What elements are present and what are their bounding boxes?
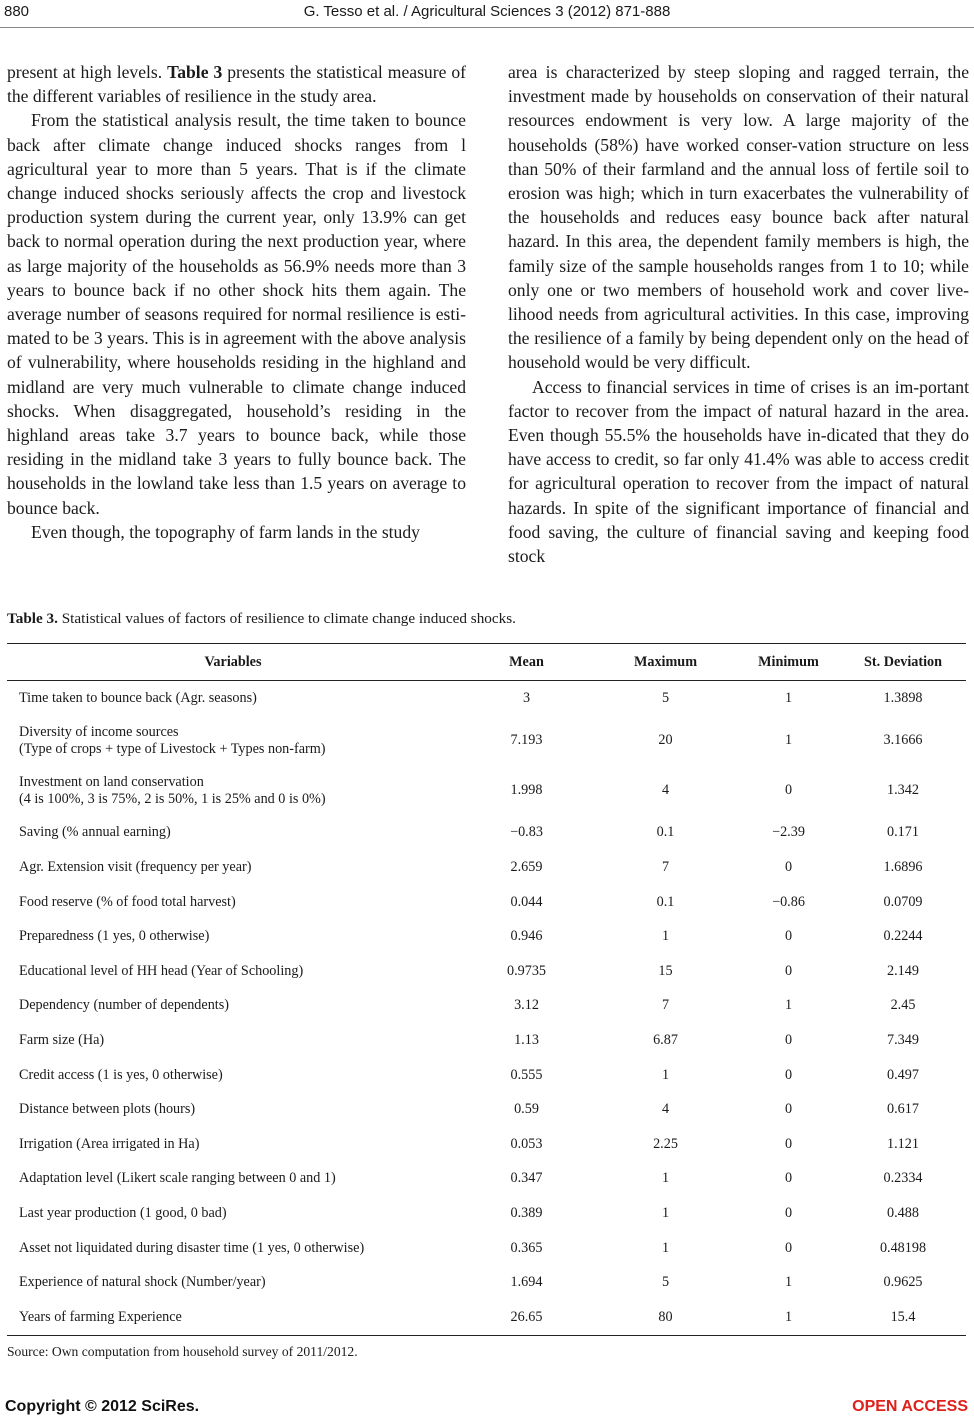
cell-variable xyxy=(7,1023,459,1058)
cell-variable xyxy=(7,1265,459,1300)
variable-name: Diversity of income sources xyxy=(19,723,179,740)
left-column xyxy=(7,60,466,544)
right-column xyxy=(508,60,969,568)
cell-mean: 1.998 xyxy=(510,782,543,799)
cell-maximum: 7 xyxy=(661,858,670,875)
table-row xyxy=(7,716,966,766)
cell-variable xyxy=(7,1127,459,1162)
left-paragraph-2: From the statistical analysis result, the time taken to bounce back after climate change induced shocks ranges from l agricultural year to more than 5 years. That is if the climate change induced shocks seriously affects the crop and livestock production system during the current year, only 13.9% can get back to normal operation during the next production year, where as large majority of the households as 56.9% needs more than 3 years to bounce back if no other shock hits them again. The average number of seasons required for normal resilience is esti-mated to be 3 years. This is in agreement with the above analysis of vulnerability, where households residing in the highland and midland are very much vulnerable to climate change induced shocks. When disaggregated, household’s residing in the highland areas take 3.7 years to bounce back, while those residing in the midland take 3 years to fully bounce back. The households in the lowland take less than 1.5 years on average to bounce back. xyxy=(7,110,466,518)
cell-maximum: 1 xyxy=(661,1066,670,1083)
variable-name: Preparedness (1 yes, 0 otherwise) xyxy=(19,928,210,945)
cell-variable xyxy=(7,1058,459,1093)
cell-st-deviation: 2.45 xyxy=(890,997,916,1014)
cell-maximum: 20 xyxy=(658,732,673,749)
table-source-note: Source: Own computation from household survey of 2011/2012. xyxy=(7,1344,358,1359)
cell-st-deviation: 2.149 xyxy=(887,962,919,979)
cell-st-deviation: 0.617 xyxy=(887,1101,919,1118)
table-row xyxy=(7,1162,966,1197)
page-number: 880 xyxy=(4,3,30,20)
cell-minimum: 0 xyxy=(784,928,793,945)
table-row xyxy=(7,1023,966,1058)
cell-variable xyxy=(7,919,459,954)
table-row xyxy=(7,954,966,989)
table-row xyxy=(7,885,966,920)
cell-variable xyxy=(7,766,459,816)
cell-variable xyxy=(7,1196,459,1231)
cell-minimum: 0 xyxy=(784,962,793,979)
table-caption xyxy=(7,610,967,628)
variable-name: Adaptation level (Likert scale ranging between 0 and 1) xyxy=(19,1170,336,1187)
header-maximum: Maximum xyxy=(594,644,737,681)
variable-name: Distance between plots (hours) xyxy=(19,1101,196,1118)
cell-minimum: 0 xyxy=(784,1066,793,1083)
cell-st-deviation: 0.488 xyxy=(887,1204,919,1221)
cell-maximum: 7 xyxy=(661,997,670,1014)
table-row xyxy=(7,850,966,885)
table-caption-label: Table 3. xyxy=(7,610,58,627)
cell-variable xyxy=(7,954,459,989)
cell-minimum: 1 xyxy=(737,1300,840,1335)
cell-st-deviation: 0.9625 xyxy=(883,1274,923,1291)
cell-maximum: 1 xyxy=(661,1170,670,1187)
variable-description: (4 is 100%, 3 is 75%, 2 is 50%, 1 is 25% and 0 is 0%) xyxy=(19,790,326,807)
cell-mean: 0.555 xyxy=(510,1066,543,1083)
cell-variable xyxy=(7,1231,459,1266)
cell-st-deviation: 0.2334 xyxy=(883,1170,923,1187)
variable-name: Saving (% annual earning) xyxy=(19,824,171,841)
table-row xyxy=(7,1058,966,1093)
cell-st-deviation: 0.48198 xyxy=(879,1239,927,1256)
cell-mean: 3 xyxy=(522,689,531,706)
cell-variable xyxy=(7,681,459,716)
cell-variable xyxy=(7,989,459,1024)
page-header xyxy=(0,0,974,26)
table-row xyxy=(7,1127,966,1162)
cell-mean: 0.9735 xyxy=(506,962,546,979)
header-variables: Variables xyxy=(7,644,459,681)
right-paragraph-1: area is characterized by steep sloping and ragged terrain, the investment made by households on conservation of their natural resources endowment is very low. A large majority of the households (58%) have worked conser-vation structure on less than 50% of their farmland and the annual loss of fertile soil to erosion was high; which in turn exacerbates the vulnerability of the households and reduces easy bounce back after natural hazard. In this area, the dependent family members is high, the family size of the sample households ranges from 1 to 10; while only one or two members of household work and cover live-lihood needs from agricultural activities. In this case, improving the resilience of a family by being dependent only on the head of household would be very difficult. xyxy=(508,62,969,373)
cell-minimum: 0 xyxy=(784,858,793,875)
header-st-deviation: St. Deviation xyxy=(840,644,966,681)
cell-mean: 0.389 xyxy=(510,1204,543,1221)
cell-variable xyxy=(7,850,459,885)
cell-minimum: 1 xyxy=(784,1274,793,1291)
page-footer xyxy=(0,1398,974,1418)
table-row xyxy=(7,681,966,716)
table-header-row xyxy=(7,644,966,681)
cell-minimum: −0.86 xyxy=(772,893,805,910)
cell-st-deviation: 0.2244 xyxy=(883,928,923,945)
table-row xyxy=(7,1092,966,1127)
cell-mean: 7.193 xyxy=(510,732,543,749)
cell-minimum: 0 xyxy=(784,1031,793,1048)
table-caption-text: Statistical values of factors of resilience to climate change induced shocks. xyxy=(57,610,516,627)
cell-maximum: 1 xyxy=(661,1204,670,1221)
cell-st-deviation: 0.497 xyxy=(887,1066,919,1083)
cell-mean: −0.83 xyxy=(510,824,543,841)
cell-variable xyxy=(7,816,459,851)
table-row xyxy=(7,766,966,816)
variable-name: Asset not liquidated during disaster time (1 yes, 0 otherwise) xyxy=(19,1239,365,1256)
resilience-table xyxy=(7,643,966,1336)
cell-mean: 2.659 xyxy=(510,858,543,875)
cell-minimum: 0 xyxy=(784,1170,793,1187)
table-row xyxy=(7,1196,966,1231)
cell-variable xyxy=(7,1300,459,1335)
variable-name: Last year production (1 good, 0 bad) xyxy=(19,1204,227,1221)
cell-mean: 26.65 xyxy=(459,1300,594,1335)
cell-minimum: 0 xyxy=(784,782,793,799)
cell-variable xyxy=(7,1092,459,1127)
cell-maximum: 5 xyxy=(661,689,670,706)
cell-maximum: 6.87 xyxy=(653,1031,678,1048)
cell-minimum: −2.39 xyxy=(772,824,805,841)
cell-minimum: 0 xyxy=(784,1204,793,1221)
table-container xyxy=(7,643,966,1336)
left-paragraph-1: present at high levels. Table 3 presents the statistical measure of the different variables of resilience in the study area. xyxy=(7,62,467,107)
table-row xyxy=(7,816,966,851)
cell-maximum: 1 xyxy=(661,1239,670,1256)
cell-maximum: 2.25 xyxy=(653,1135,678,1152)
cell-st-deviation: 15.4 xyxy=(840,1300,966,1335)
copyright-notice: Copyright © 2012 SciRes. xyxy=(5,1398,200,1415)
cell-maximum: 1 xyxy=(661,928,670,945)
cell-maximum: 15 xyxy=(658,962,673,979)
variable-name: Educational level of HH head (Year of Schooling) xyxy=(19,962,304,979)
cell-maximum: 4 xyxy=(661,782,670,799)
cell-maximum: 0.1 xyxy=(656,824,675,841)
header-minimum: Minimum xyxy=(737,644,840,681)
cell-st-deviation: 0.0709 xyxy=(883,893,923,910)
cell-st-deviation: 1.342 xyxy=(887,782,919,799)
variable-name: Food reserve (% of food total harvest) xyxy=(19,893,236,910)
cell-maximum: 0.1 xyxy=(656,893,675,910)
cell-mean: 0.053 xyxy=(510,1135,543,1152)
running-head: G. Tesso et al. / Agricultural Sciences 3 (2012) 871-888 xyxy=(303,3,671,20)
variable-name: Years of farming Experience xyxy=(19,1308,182,1325)
table-reference: Table 3 xyxy=(167,62,223,82)
cell-st-deviation: 7.349 xyxy=(887,1031,919,1048)
variable-description: (Type of crops + type of Livestock + Types non-farm) xyxy=(19,740,326,757)
variable-name: Agr. Extension visit (frequency per year) xyxy=(19,858,252,875)
cell-maximum: 4 xyxy=(661,1101,670,1118)
variable-name: Time taken to bounce back (Agr. seasons) xyxy=(19,689,257,706)
cell-mean: 0.044 xyxy=(510,893,543,910)
cell-st-deviation: 0.171 xyxy=(887,824,919,841)
left-paragraph-3: Even though, the topography of farm lands in the study xyxy=(31,521,420,542)
cell-minimum: 0 xyxy=(784,1135,793,1152)
cell-variable xyxy=(7,885,459,920)
cell-mean: 0.946 xyxy=(510,928,543,945)
cell-st-deviation: 1.6896 xyxy=(883,858,923,875)
table-row xyxy=(7,1265,966,1300)
variable-name: Irrigation (Area irrigated in Ha) xyxy=(19,1135,200,1152)
table-row xyxy=(7,1231,966,1266)
open-access-label: OPEN ACCESS xyxy=(852,1398,968,1415)
table-row xyxy=(7,919,966,954)
right-paragraph-2: Access to financial services in time of crises is an im-portant factor to recover from the impact of natural hazard in the area. Even though 55.5% the households have in-dicated that they do have access to credit, so far only 41.4% was able to access credit for agricultural operation to recover from the impact of natural hazards. In spite of the significant importance of financial and food saving, the culture of financial saving and keeping food stock xyxy=(508,376,969,567)
table-row xyxy=(7,1300,966,1335)
cell-mean: 1.694 xyxy=(510,1274,543,1291)
cell-mean: 0.365 xyxy=(510,1239,543,1256)
cell-minimum: 0 xyxy=(784,1101,793,1118)
cell-variable xyxy=(7,716,459,766)
cell-minimum: 1 xyxy=(784,689,793,706)
variable-name: Credit access (1 is yes, 0 otherwise) xyxy=(19,1066,223,1083)
variable-name: Farm size (Ha) xyxy=(19,1031,105,1048)
cell-maximum: 80 xyxy=(594,1300,737,1335)
cell-mean: 0.347 xyxy=(510,1170,543,1187)
cell-mean: 1.13 xyxy=(514,1031,539,1048)
header-rule xyxy=(0,27,974,28)
cell-st-deviation: 3.1666 xyxy=(883,732,923,749)
variable-name: Investment on land conservation xyxy=(19,773,204,790)
variable-name: Dependency (number of dependents) xyxy=(19,997,229,1014)
cell-st-deviation: 1.3898 xyxy=(883,689,923,706)
table-row xyxy=(7,989,966,1024)
cell-minimum: 1 xyxy=(784,732,793,749)
cell-maximum: 5 xyxy=(661,1274,670,1291)
cell-mean: 0.59 xyxy=(514,1101,539,1118)
cell-st-deviation: 1.121 xyxy=(887,1135,919,1152)
variable-name: Experience of natural shock (Number/year) xyxy=(19,1274,266,1291)
header-mean: Mean xyxy=(459,644,594,681)
cell-mean: 3.12 xyxy=(514,997,539,1014)
cell-variable xyxy=(7,1162,459,1197)
cell-minimum: 0 xyxy=(784,1239,793,1256)
cell-minimum: 1 xyxy=(784,997,793,1014)
